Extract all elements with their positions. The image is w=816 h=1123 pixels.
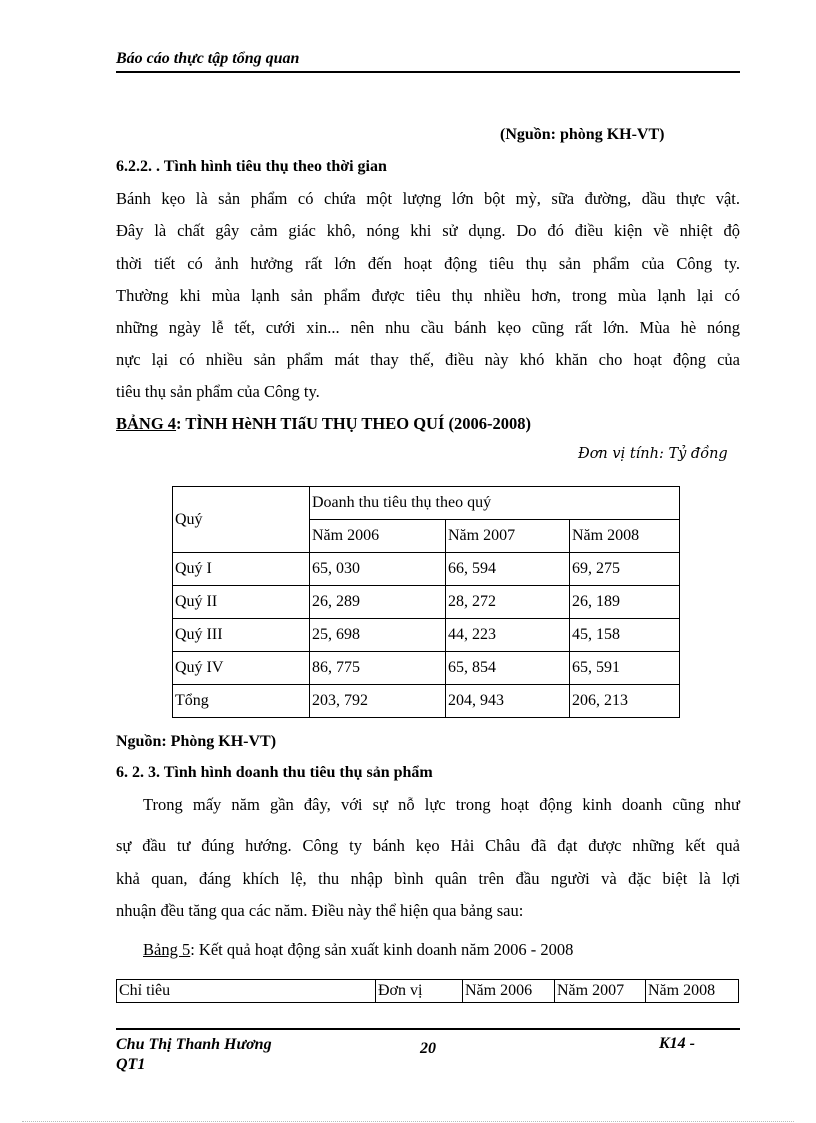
table4: [172, 486, 680, 718]
table4-cell: 25, 698: [310, 619, 446, 652]
table4-cell: Quý III: [173, 619, 310, 652]
page-edge-divider: [22, 1121, 794, 1122]
table4-cell: 66, 594: [446, 553, 570, 586]
table4-cell: 26, 289: [310, 586, 446, 619]
table5-title: [143, 940, 573, 960]
table5-header: Năm 2008: [646, 980, 739, 1003]
footer-author: [116, 1035, 272, 1075]
table4-title: [116, 414, 531, 434]
paragraph-line: những ngày lễ tết, cưới xin... nên nhu cầu bánh kẹo cũng rất lớn. Mùa hè nóng: [116, 318, 740, 337]
table4-cell: 26, 189: [570, 586, 680, 619]
table4-cell: 86, 775: [310, 652, 446, 685]
table5-title-text: : Kết quả hoạt động sản xuất kinh doanh năm 2006 - 2008: [190, 940, 574, 959]
paragraph-line: khả quan, đáng khích lệ, thu nhập bình quân trên đầu người và đặc biệt là lợi: [116, 869, 740, 888]
table-row: [173, 619, 680, 652]
table5-header: Chỉ tiêu: [117, 980, 376, 1003]
table-row: [173, 685, 680, 718]
table4-cell: Quý II: [173, 586, 310, 619]
paragraph-line: tiêu thụ sản phẩm của Công ty.: [116, 382, 320, 401]
table-row: [173, 553, 680, 586]
table5-header: Năm 2007: [555, 980, 646, 1003]
footer-author-name: Chu Thị Thanh Hương: [116, 1036, 272, 1053]
source-note-top: (Nguồn: phòng KH-VT): [500, 126, 665, 143]
table4-year-header: Năm 2006: [310, 520, 446, 553]
table4-cell: 65, 030: [310, 553, 446, 586]
table4-cell: 206, 213: [570, 685, 680, 718]
table-row: [117, 980, 739, 1003]
section-heading-623: 6. 2. 3. Tình hình doanh thu tiêu thụ sản phẩm: [116, 764, 433, 781]
paragraph-line: sự đầu tư đúng hướng. Công ty bánh kẹo Hải Châu đã đạt được những kết quả: [116, 836, 740, 855]
table4-title-text: : TÌNH HèNH TIấU THỤ THEO QUÍ (2006-2008): [176, 414, 531, 433]
table4-cell: 203, 792: [310, 685, 446, 718]
table4-cell: Quý IV: [173, 652, 310, 685]
header-divider: [116, 71, 740, 73]
table-row: [173, 586, 680, 619]
table-row: [173, 652, 680, 685]
paragraph-line: nực lại có nhiều sản phẩm mát thay thế, điều này khó khăn cho hoạt động của: [116, 350, 740, 369]
table4-cell: 28, 272: [446, 586, 570, 619]
table4-cell: 69, 275: [570, 553, 680, 586]
table4-source: Nguồn: Phòng KH-VT): [116, 733, 277, 750]
paragraph-line: Trong mấy năm gần đây, với sự nỗ lực trong hoạt động kinh doanh cũng như: [143, 795, 740, 814]
section-heading-622: 6.2.2. . Tình hình tiêu thụ theo thời gian: [116, 158, 387, 175]
table4-group-header: Doanh thu tiêu thụ theo quý: [310, 487, 680, 520]
footer-course: K14 -: [659, 1035, 695, 1052]
table5-label: Bảng 5: [143, 940, 191, 959]
page-header-title: Báo cáo thực tập tổng quan: [116, 50, 300, 67]
table4-cell: Tổng: [173, 685, 310, 718]
paragraph-line: Thường khi mùa lạnh sản phẩm được tiêu thụ nhiều hơn, trong mùa lạnh lại có: [116, 286, 740, 305]
table5-header: Đơn vị: [376, 980, 463, 1003]
table4-row-header: Quý: [173, 487, 310, 553]
paragraph-line: thời tiết có ảnh hưởng rất lớn đến hoạt động tiêu thụ sản phẩm của Công ty.: [116, 254, 740, 273]
table5-header: Năm 2006: [463, 980, 555, 1003]
footer-divider: [116, 1028, 740, 1030]
paragraph-line: nhuận đều tăng qua các năm. Điều này thể hiện qua bảng sau:: [116, 901, 524, 920]
table4-year-header: Năm 2007: [446, 520, 570, 553]
page-number: 20: [420, 1040, 436, 1057]
table4-label: BẢNG 4: [116, 414, 177, 433]
table4-unit: Đơn vị tính: Tỷ đồng: [578, 446, 728, 462]
footer-author-class: QT1: [116, 1056, 146, 1073]
table4-cell: 204, 943: [446, 685, 570, 718]
table4-cell: Quý I: [173, 553, 310, 586]
table5: [116, 979, 739, 1003]
table4-cell: 45, 158: [570, 619, 680, 652]
paragraph-line: Đây là chất gây cảm giác khô, nóng khi sử dụng. Do đó điều kiện về nhiệt độ: [116, 221, 740, 240]
paragraph-line: Bánh kẹo là sản phẩm có chứa một lượng lớn bột mỳ, sữa đường, dầu thực vật.: [116, 189, 740, 208]
table4-cell: 65, 854: [446, 652, 570, 685]
table4-cell: 44, 223: [446, 619, 570, 652]
table4-year-header: Năm 2008: [570, 520, 680, 553]
table4-cell: 65, 591: [570, 652, 680, 685]
